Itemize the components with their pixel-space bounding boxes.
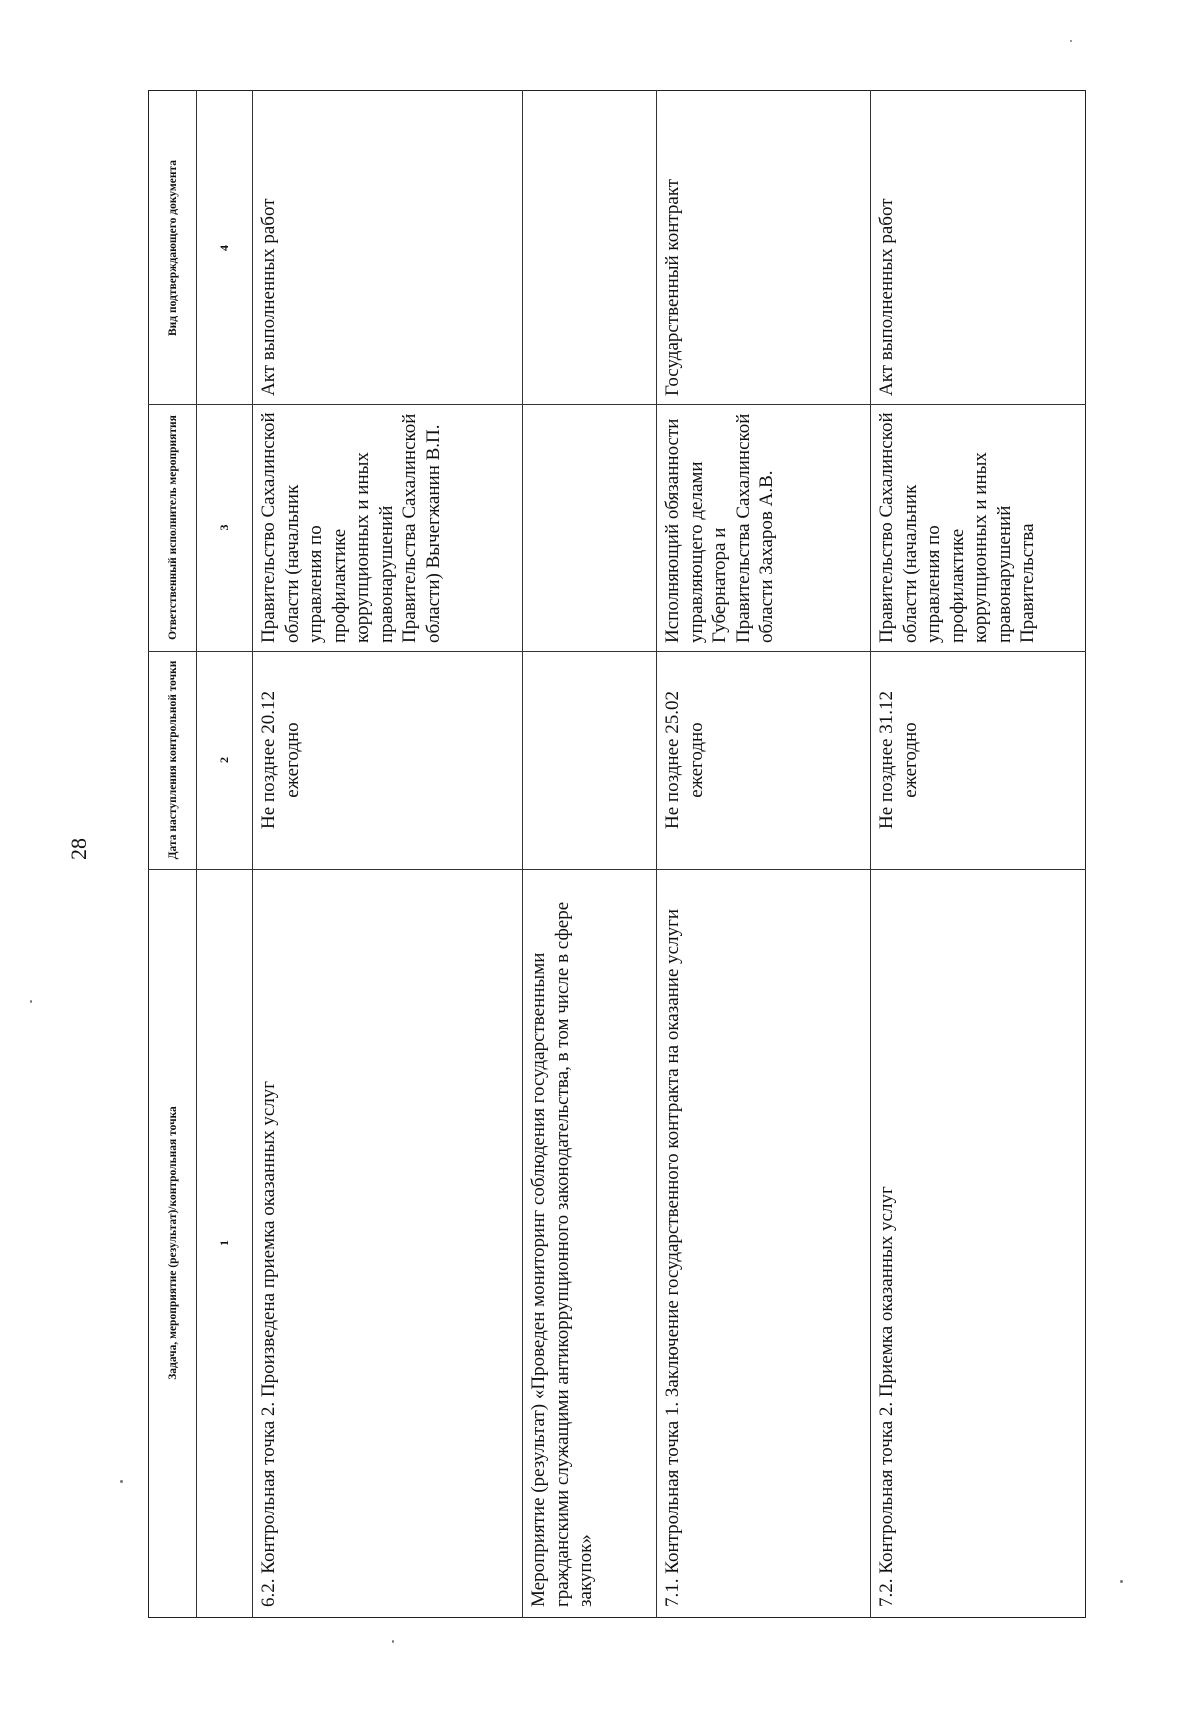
column-number-3: 3 [216, 524, 231, 531]
date-text: Не позднее 25.02 ежегодно [662, 691, 707, 829]
table-row-task [255, 869, 520, 1617]
task-text: 7.1. Контрольная точка 1. Заключение государственного контракта на оказание услуги [662, 908, 683, 1607]
scan-speck [1070, 40, 1072, 42]
table-row-document [659, 92, 867, 404]
number-row-divider [252, 90, 253, 1618]
table-row-document [255, 92, 520, 404]
scan-speck [392, 1640, 394, 1643]
table-row-date [873, 651, 1083, 869]
table-row-date [255, 651, 520, 869]
table-row-measure [525, 869, 655, 1617]
header-task: Задача, мероприятие (результат)/контрольная точка [167, 1106, 179, 1380]
column-number-4: 4 [216, 245, 231, 251]
scan-speck [1120, 1580, 1123, 1583]
scan-speck [120, 1480, 123, 1483]
table-row-responsible [255, 404, 520, 651]
table-row-date [659, 651, 867, 869]
date-text: Не позднее 20.12 ежегодно [258, 691, 303, 829]
date-text: Не позднее 31.12 ежегодно [876, 691, 921, 829]
document-text: Акт выполненных работ [258, 198, 279, 396]
table-row-responsible [659, 404, 867, 651]
table-row-responsible [873, 404, 1083, 651]
column-number-2: 2 [216, 757, 231, 763]
row-divider-1 [522, 90, 523, 1618]
task-text: 7.2. Контрольная точка 2. Приемка оказанных услуг [876, 1186, 897, 1607]
header-responsible: Ответственный исполнитель мероприятия [167, 415, 179, 640]
responsible-text: Исполняющий обязанности управляющего делами Губернатора и Правительства Сахалинской области Захаров А.В. [662, 413, 777, 643]
responsible-text: Правительство Сахалинской области (начальник управления по профилактике коррупционных и иных правонарушений Правительства Сахалинской области) Вычегжанин В.П. [258, 412, 444, 643]
table-row-task [873, 869, 1083, 1617]
page-number: 28 [66, 838, 91, 860]
table-row-document [873, 92, 1083, 404]
scan-speck [30, 1000, 32, 1003]
header-document: Вид подтверждающего документа [167, 160, 179, 337]
document-text: Государственный контракт [662, 178, 683, 396]
row-divider-2 [656, 90, 657, 1618]
table-row-task [659, 869, 867, 1617]
column-number-1: 1 [216, 1240, 231, 1246]
measure-text: Мероприятие (результат) «Проведен мониторинг соблюдения государственными гражданскими служащими антикоррупционного законодательства, в том числе в сфере закупок» [528, 901, 596, 1607]
document-text: Акт выполненных работ [876, 198, 897, 396]
row-divider-3 [870, 90, 871, 1618]
responsible-text: Правительство Сахалинской области (начальник управления по профилактике коррупционных и иных правонарушений Правительства [876, 412, 1038, 643]
task-text: 6.2. Контрольная точка 2. Произведена приемка оказанных услуг [258, 1080, 279, 1607]
header-date: Дата наступления контрольной точки [167, 660, 179, 860]
